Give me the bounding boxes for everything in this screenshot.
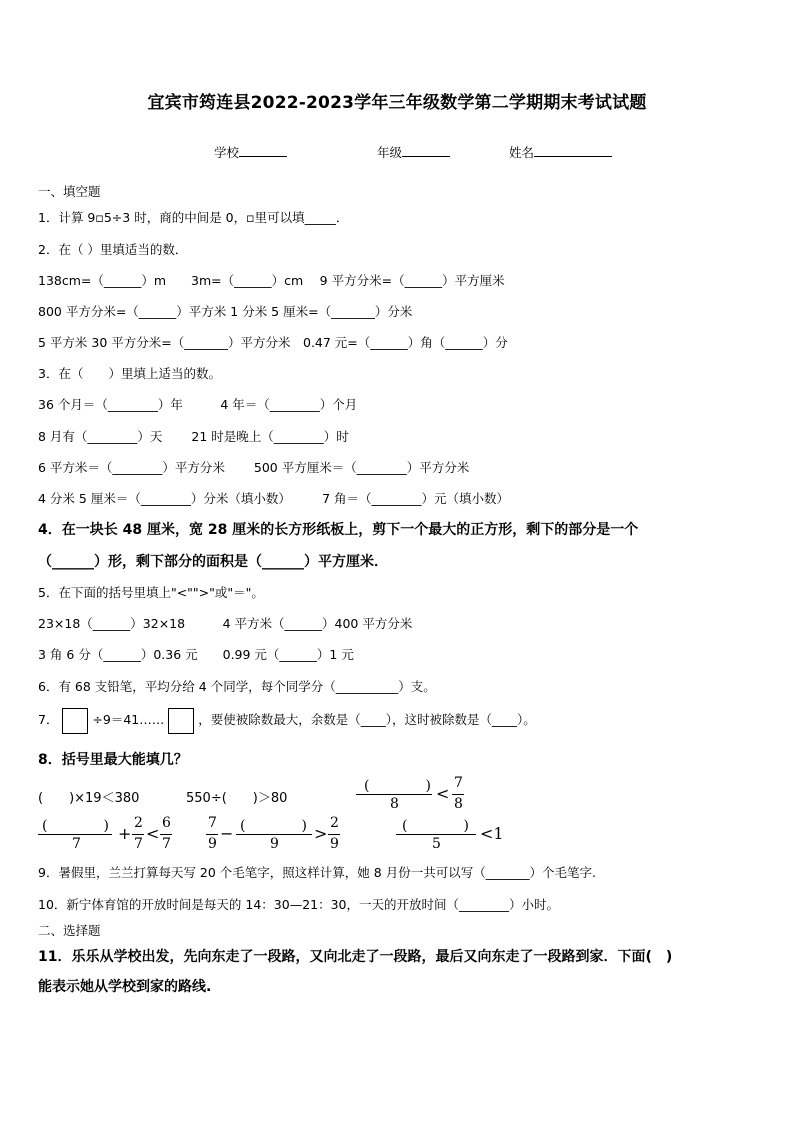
fraction-denominator: 9 xyxy=(208,836,217,852)
school-blank[interactable] xyxy=(239,144,287,157)
question-8-fraction-item-4 xyxy=(396,815,506,855)
fraction-numerator: 7 xyxy=(454,775,463,791)
question-10: 10．新宁体育馆的开放时间是每天的 14：30—21：30，一天的开放时间（________）小时。 xyxy=(38,897,560,912)
fraction-numerator: 2 xyxy=(134,815,143,831)
fraction-denominator: 5 xyxy=(432,836,441,852)
question-6: 6．有 68 支铅笔，平均分给 4 个同学，每个同学分（__________）支。 xyxy=(38,679,436,694)
less-than-one: <1 xyxy=(480,824,504,843)
question-8-fraction-item-3 xyxy=(206,815,346,855)
question-1: 1．计算 9▫5÷3 时，商的中间是 0，▫里可以填_____． xyxy=(38,210,349,225)
plus-sign: + xyxy=(118,824,132,843)
less-than-sign: < xyxy=(436,784,450,803)
question-5-line-1: 23×18（______）32×18 4 平方米（______）400 平方分米 xyxy=(38,616,413,631)
fraction-numerator: 6 xyxy=(162,815,171,831)
name-blank[interactable] xyxy=(534,144,612,157)
fraction-numerator: 2 xyxy=(330,815,339,831)
fraction-denominator: 7 xyxy=(162,836,171,852)
page-title: 宜宾市筠连县2022-2023学年三年级数学第二学期期末考试试题 xyxy=(147,93,647,113)
section-fill-blank-heading: 一、填空题 xyxy=(38,184,101,199)
fraction-numerator-blank[interactable]: ( ) xyxy=(402,818,469,834)
question-5: 5．在下面的括号里填上"<"">"或"＝"。 xyxy=(38,585,264,600)
name-label: 姓名 xyxy=(509,145,535,160)
question-7-number: 7． xyxy=(38,712,59,727)
question-2-line-3: 5 平方米 30 平方分米=（_______）平方分米 0.47 元=（______）角（______）分 xyxy=(38,335,508,350)
fraction-denominator: 9 xyxy=(270,836,279,852)
name-field xyxy=(509,143,612,161)
fraction-numerator-blank[interactable]: ( ) xyxy=(42,818,109,834)
fraction-denominator: 7 xyxy=(72,836,81,852)
school-label: 学校 xyxy=(214,145,240,160)
question-4-line-1: 4．在一块长 48 厘米，宽 28 厘米的长方形纸板上，剪下一个最大的正方形，剩下的部分是一个 xyxy=(38,522,639,538)
question-3: 3．在（ ）里填上适当的数。 xyxy=(38,366,221,381)
question-2-line-2: 800 平方分米=（______）平方米 1 分米 5 厘米=（_______）分米 xyxy=(38,304,413,319)
greater-than-sign: > xyxy=(314,824,328,843)
question-11-line-1: 11．乐乐从学校出发，先向东走了一段路，又向北走了一段路，最后又向东走了一段路到家．下面( ) xyxy=(38,949,673,965)
question-7-tail: ，要使被除数最大，余数是（____），这时被除数是（____）。 xyxy=(198,712,536,727)
question-8: 8．括号里最大能填几？ xyxy=(38,752,188,768)
remainder-box[interactable] xyxy=(168,708,194,734)
question-7-equation: ÷9＝41…… xyxy=(92,712,165,727)
dividend-box[interactable] xyxy=(62,708,88,734)
question-3-line-3: 6 平方米＝（________）平方分米 500 平方厘米＝（________）平方分米 xyxy=(38,460,470,475)
fraction-denominator: 9 xyxy=(330,836,339,852)
fraction-denominator: 8 xyxy=(390,796,399,812)
school-field xyxy=(214,143,287,161)
fraction-denominator: 7 xyxy=(134,836,143,852)
less-than-sign: < xyxy=(146,824,160,843)
fraction-numerator: 7 xyxy=(208,815,217,831)
question-9: 9．暑假里，兰兰打算每天写 20 个毛笔字，照这样计算，她 8 月份一共可以写（_______）个毛笔字. xyxy=(38,865,596,880)
section-choice-heading: 二、选择题 xyxy=(38,923,101,938)
grade-field xyxy=(377,143,450,161)
question-3-line-2: 8 月有（________）天 21 时是晚上（________）时 xyxy=(38,429,349,444)
question-8-item-b: 550÷( )＞80 xyxy=(186,791,288,806)
fraction-numerator-blank[interactable]: ( ) xyxy=(364,778,431,794)
minus-sign: − xyxy=(220,824,234,843)
grade-blank[interactable] xyxy=(402,144,450,157)
question-3-line-4: 4 分米 5 厘米＝（________）分米（填小数） 7 角＝（________）元（填小数） xyxy=(38,491,510,506)
question-8-fraction-item-1 xyxy=(356,775,466,815)
question-3-line-1: 36 个月＝（________）年 4 年＝（________）个月 xyxy=(38,397,358,412)
question-2: 2．在（ ）里填适当的数． xyxy=(38,242,188,257)
question-2-line-1: 138cm=（______）m 3m=（______）cm 9 平方分米=（______）平方厘米 xyxy=(38,273,505,288)
question-8-item-a: ( )×19＜380 xyxy=(38,791,140,806)
question-4-line-2: （______）形，剩下部分的面积是（______）平方厘米． xyxy=(38,554,388,570)
question-8-fraction-item-2 xyxy=(38,815,178,855)
fraction-denominator: 8 xyxy=(454,796,463,812)
question-11-line-2: 能表示她从学校到家的路线. xyxy=(38,979,212,995)
grade-label: 年级 xyxy=(377,145,403,160)
question-5-line-2: 3 角 6 分（______）0.36 元 0.99 元（______）1 元 xyxy=(38,647,354,662)
fraction-numerator-blank[interactable]: ( ) xyxy=(240,818,307,834)
question-7 xyxy=(38,706,536,734)
